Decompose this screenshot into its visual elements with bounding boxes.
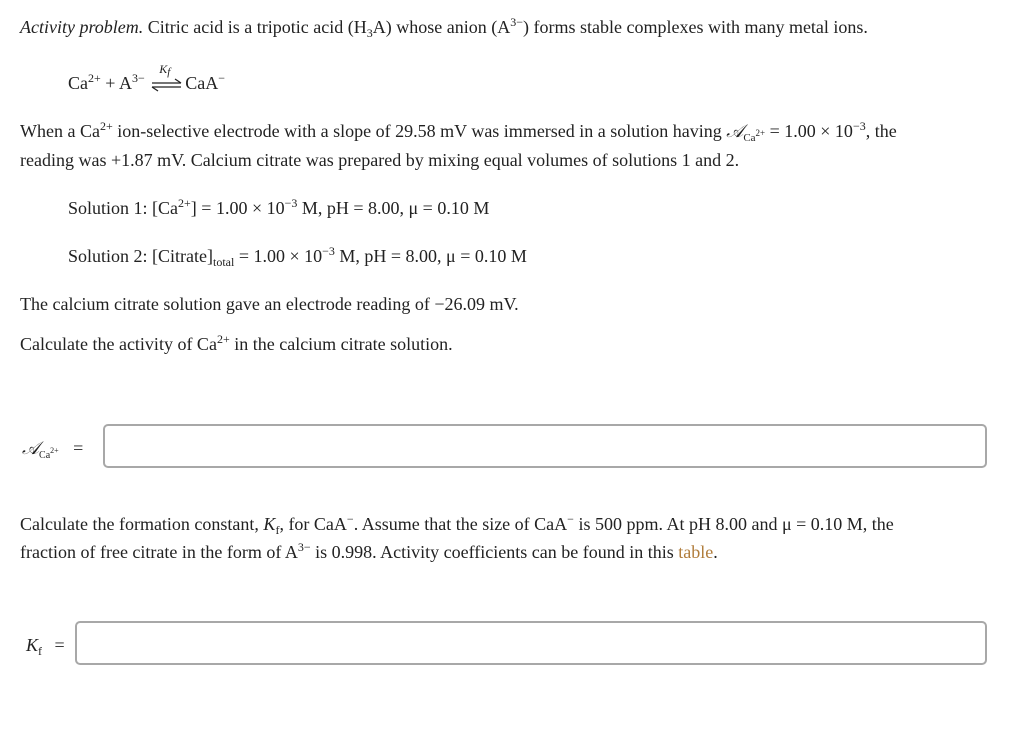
answer1-label: 𝒜$_{Ca}$2+ = (22, 438, 84, 461)
equilibrium-arrow-icon (151, 61, 183, 92)
activity-answer-input[interactable] (103, 424, 987, 468)
question2-line2: fraction of free citrate in the form of $A^{3-}$ is 0.998. Activity coefficients can be found in this table. (20, 540, 718, 562)
problem-label: Activity problem. (20, 17, 144, 37)
kf-answer-input[interactable] (75, 621, 987, 665)
reaction-equation: $Ca^{2+} + A^{3-}$ Kf CaA− (68, 72, 225, 94)
answer2-label: $K_f$ = (26, 635, 65, 658)
question1-text: Calculate the activity of $Ca^{2+}$ in the calcium citrate solution. (20, 332, 453, 354)
para1-line1: When a $Ca^{2+}$ ion-selective electrode with a slope of 29.58 mV was immersed in a solution having 𝒜$_{Ca}$2+ = $1.00 \times 10^{-3}$, the (20, 119, 897, 144)
intro-text: Activity problem. Citric acid is a tripotic acid $(H_3A)$ whose anion $(A^{3-})$ forms stable complexes with many metal ions. (20, 15, 868, 40)
kf-label: Kf (159, 61, 171, 78)
solution1-line: Solution 1: $[Ca^{2+}] = 1.00 \times 10^{-3}$ M, pH = 8.00, μ = 0.10 M (68, 196, 490, 218)
question2-line1: Calculate the formation constant, $K_f$, for CaA−. Assume that the size of CaA− is 500 ppm. At pH 8.00 and μ = 0.10 M, the (20, 512, 894, 537)
activity-coefficients-table-link[interactable]: table (678, 542, 714, 562)
electrode-reading-text: The calcium citrate solution gave an electrode reading of −26.09 mV. (20, 294, 519, 314)
solution2-line: Solution 2: $[Citrate]_{total} = 1.00 \times 10^{-3}$ M, pH = 8.00, μ = 0.10 M (68, 244, 527, 269)
para1-line2: reading was +1.87 mV. Calcium citrate was prepared by mixing equal volumes of solutions 1 and 2. (20, 150, 740, 170)
